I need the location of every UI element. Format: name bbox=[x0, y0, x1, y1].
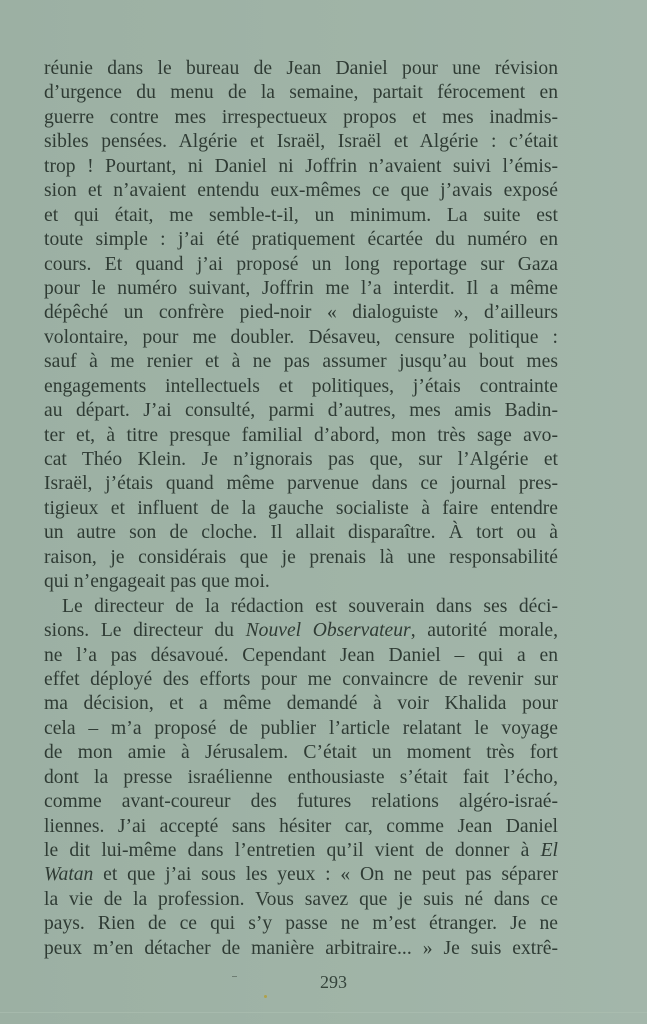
text-line: réunie dans le bureau de Jean Daniel pour une révision bbox=[44, 58, 558, 79]
text-line: au départ. J’ai consulté, parmi d’autres, mes amis Badin- bbox=[44, 400, 558, 422]
text-line: comme avant-coureur des futures relations algéro-israé- bbox=[44, 791, 558, 813]
text-line: de mon amie à Jérusalem. C’était un moment très fort bbox=[44, 742, 558, 764]
text-segment: sions. Le directeur du bbox=[44, 620, 246, 642]
text-line: cela – m’a proposé de publier l’article relatant le voyage bbox=[44, 717, 558, 739]
text-line: sion et n’avaient entendu eux-mêmes ce que j’avais exposé bbox=[44, 180, 558, 202]
text-line: la vie de la profession. Vous savez que je suis né dans ce bbox=[44, 888, 558, 910]
text-segment: et que j’ai sous les yeux : « On ne peut pas séparer bbox=[93, 864, 558, 886]
text-line: tigieux et influent de la gauche socialiste à faire entendre bbox=[44, 497, 558, 519]
text-line: d’urgence du menu de la semaine, partait férocement en bbox=[44, 82, 558, 104]
text-line: raison, je considérais que je prenais là une responsabilité bbox=[44, 546, 558, 568]
text-line: pour le numéro suivant, Joffrin me l’a interdit. Il a même bbox=[44, 277, 558, 299]
text-line bbox=[44, 619, 558, 643]
text-line: ma décision, et a même demandé à voir Khalida pour bbox=[44, 693, 558, 715]
text-line: et qui était, me semble-t-il, un minimum. La suite est bbox=[44, 204, 558, 226]
text-line: guerre contre mes irrespectueux propos et mes inadmis- bbox=[44, 106, 558, 128]
text-line: cat Théo Klein. Je n’ignorais pas que, sur l’Algérie et bbox=[44, 449, 558, 470]
text-line-paragraph-start: Le directeur de la rédaction est souverain dans ses déci- bbox=[62, 595, 558, 617]
publication-title-el-watan-part2: Watan bbox=[44, 864, 94, 886]
text-line: effet déployé des efforts pour me convaincre de revenir sur bbox=[44, 668, 558, 690]
text-line: sauf à me renier et à ne pas assumer jusqu’au bout mes bbox=[44, 351, 558, 373]
text-line: pays. Rien de ce qui s’y passe ne m’est étranger. Je ne bbox=[44, 913, 558, 935]
text-line: engagements intellectuels et politiques, j’étais contrainte bbox=[44, 375, 558, 397]
text-line: volontaire, pour me doubler. Désaveu, censure politique : bbox=[44, 326, 558, 348]
text-line-paragraph-end: qui n’engageait pas que moi. bbox=[44, 571, 270, 593]
page-footer bbox=[0, 972, 647, 993]
text-line: ne l’a pas désavoué. Cependant Jean Daniel – qui a en bbox=[44, 644, 558, 666]
text-line: trop ! Pourtant, ni Daniel ni Joffrin n’avaient suivi l’émis- bbox=[44, 155, 558, 177]
text-line: peux m’en détacher de manière arbitraire... » Je suis extrê- bbox=[44, 937, 558, 959]
publication-title-nouvel-observateur: Nouvel Observateur bbox=[245, 620, 411, 642]
text-line bbox=[44, 863, 558, 887]
publication-title-el-watan-part1: El bbox=[540, 840, 558, 861]
scan-speck bbox=[264, 995, 267, 998]
text-line: cours. Et quand j’ai proposé un long reportage sur Gaza bbox=[44, 253, 558, 275]
text-line: un autre son de cloche. Il allait disparaître. À tort ou à bbox=[44, 522, 558, 544]
text-line: sibles pensées. Algérie et Israël, Israël et Algérie : c’était bbox=[44, 131, 558, 153]
body-text bbox=[44, 57, 558, 961]
text-line: dépêché un confrère pied-noir « dialoguiste », d’ailleurs bbox=[44, 302, 558, 324]
text-line: toute simple : j’ai été pratiquement écartée du numéro en bbox=[44, 229, 558, 251]
page-edge-line bbox=[0, 1012, 647, 1013]
text-line: liennes. J’ai accepté sans hésiter car, comme Jean Daniel bbox=[44, 815, 558, 837]
text-line: dont la presse israélienne enthousiaste s’était fait l’écho, bbox=[44, 766, 558, 788]
text-segment: le dit lui-même dans l’entretien qu’il vient de donner à bbox=[44, 840, 541, 861]
page-number: 293 bbox=[320, 972, 347, 992]
text-line bbox=[44, 839, 558, 863]
text-line: ter et, à titre presque familial d’abord, mon très sage avo- bbox=[44, 424, 558, 446]
text-line: Israël, j’étais quand même parvenue dans ce journal pres- bbox=[44, 473, 558, 495]
text-segment: , autorité morale, bbox=[410, 620, 558, 642]
